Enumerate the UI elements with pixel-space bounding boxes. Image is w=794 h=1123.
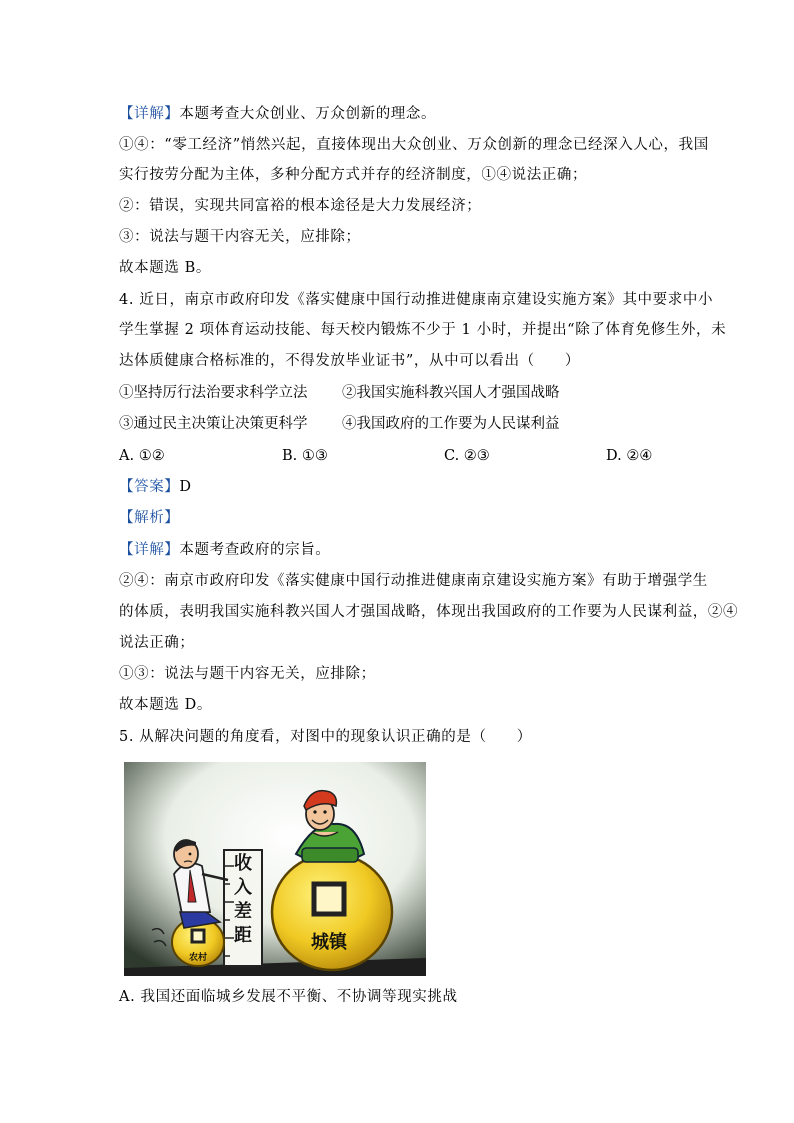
ruler bbox=[224, 850, 262, 966]
ruler-char-4: 距 bbox=[234, 925, 252, 946]
answer-tag: 【答案】 bbox=[119, 479, 180, 495]
detail-tag: 【详解】 bbox=[119, 542, 180, 558]
statement-4: ④我国政府的工作要为人民谋利益 bbox=[342, 416, 560, 432]
question-4-stem: 4. 近日，南京市政府印发《落实健康中国行动推进健康南京建设实施方案》其中要求中小 bbox=[119, 292, 714, 308]
option-b: B. ①③ bbox=[282, 448, 328, 464]
detail-line bbox=[119, 542, 330, 558]
big-coin bbox=[272, 854, 392, 970]
ruler-char-1: 收 bbox=[234, 853, 252, 874]
detail-text: 本题考查政府的宗旨。 bbox=[179, 542, 331, 558]
question-4-stem: 学生掌握 2 项体育运动技能、每天校内锻炼不少于 1 小时，并提出“除了体育免修生外，未 bbox=[119, 322, 727, 338]
text-line: 实行按劳分配为主体，多种分配方式并存的经济制度，①④说法正确； bbox=[119, 167, 588, 183]
statement-1: ①坚持厉行法治要求科学立法 bbox=[119, 385, 308, 401]
statement-3: ③通过民主决策让决策更科学 bbox=[119, 416, 308, 432]
text-line: 的体质，表明我国实施科教兴国人才强国战略，体现出我国政府的工作要为人民谋利益，②④ bbox=[119, 604, 739, 620]
detail-text: 本题考查大众创业、万众创新的理念。 bbox=[179, 106, 437, 122]
statement-2: ②我国实施科教兴国人才强国战略 bbox=[342, 385, 560, 401]
option-d: D. ②④ bbox=[606, 448, 653, 464]
ruler-char-3: 差 bbox=[234, 901, 252, 922]
ruler-char-2: 入 bbox=[234, 877, 252, 898]
question-4-stem: 达体质健康合格标准的，不得发放毕业证书”，从中可以看出（ ） bbox=[119, 353, 581, 369]
detail-line bbox=[119, 106, 436, 122]
cartoon-income-gap bbox=[124, 762, 426, 976]
text-line: ①④：“零工经济”悄然兴起，直接体现出大众创业、万众创新的理念已经深入人心，我国 bbox=[119, 137, 709, 153]
detail-tag: 【详解】 bbox=[119, 106, 180, 122]
big-coin-label: 城镇 bbox=[311, 932, 347, 953]
text-line: ②④：南京市政府印发《落实健康中国行动推进健康南京建设实施方案》有助于增强学生 bbox=[119, 573, 708, 589]
cartoon-illustration bbox=[124, 762, 426, 976]
option-c: C. ②③ bbox=[444, 448, 490, 464]
question-5-option-a: A. 我国还面临城乡发展不平衡、不协调等现实挑战 bbox=[119, 989, 458, 1005]
analysis-tag: 【解析】 bbox=[119, 510, 180, 526]
text-line: 故本题选 B。 bbox=[119, 260, 211, 276]
text-line: ①③：说法与题干内容无关，应排除； bbox=[119, 666, 376, 682]
option-a: A. ①② bbox=[119, 448, 165, 464]
text-line: 说法正确； bbox=[119, 635, 195, 651]
text-line: 故本题选 D。 bbox=[119, 697, 212, 713]
text-line: ③：说法与题干内容无关，应排除； bbox=[119, 229, 361, 245]
text-line: ②：错误，实现共同富裕的根本途径是大力发展经济； bbox=[119, 198, 482, 214]
question-5-stem: 5. 从解决问题的角度看，对图中的现象认识正确的是（ ） bbox=[119, 729, 532, 745]
answer-line bbox=[119, 479, 192, 495]
answer-value: D bbox=[179, 479, 192, 495]
small-coin-label: 农村 bbox=[188, 953, 208, 963]
